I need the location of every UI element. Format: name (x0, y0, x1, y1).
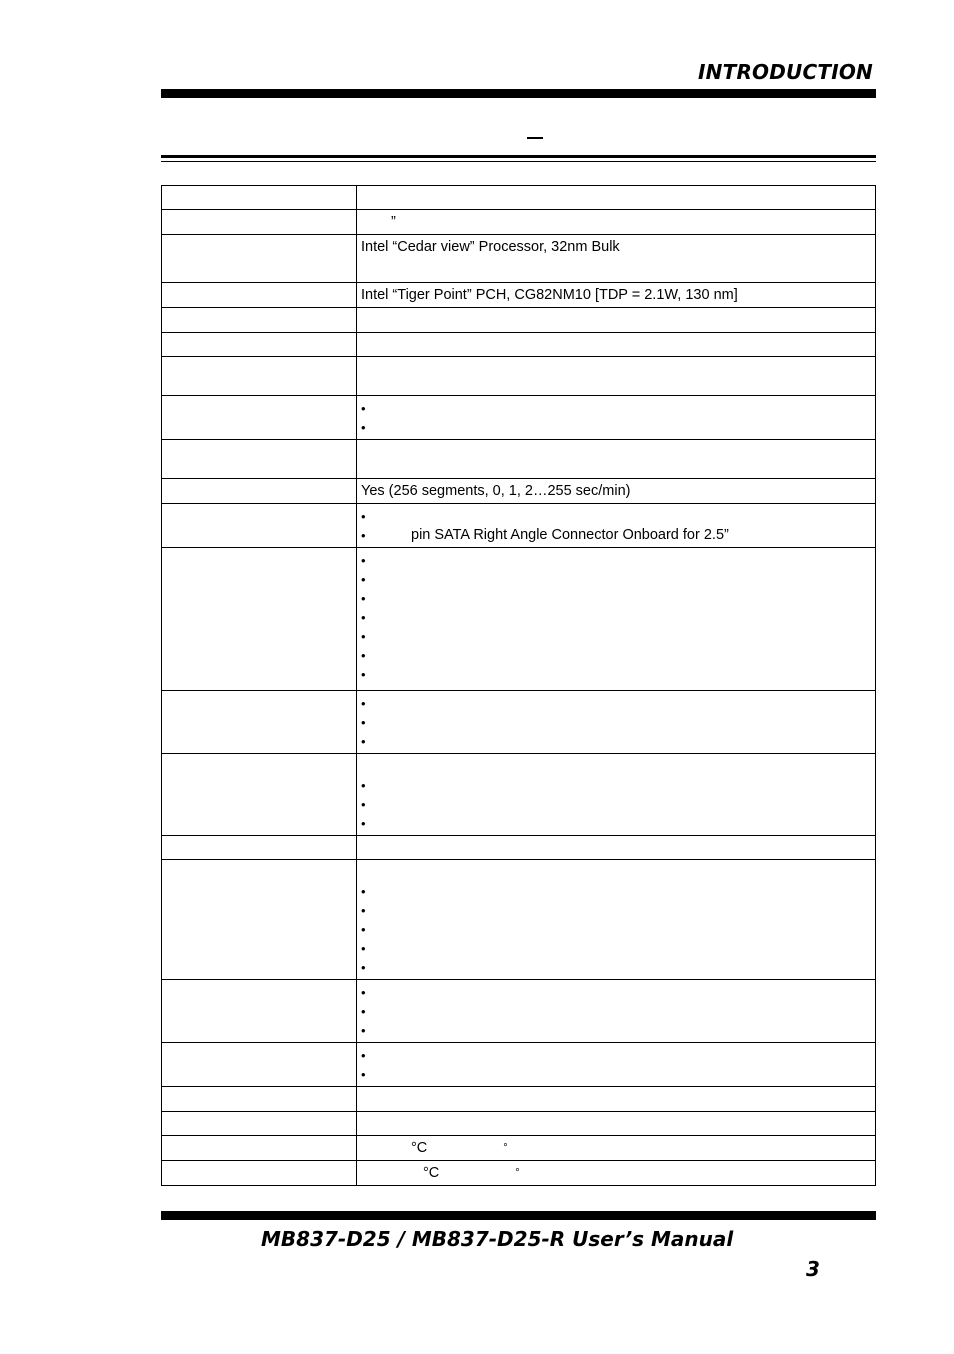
spec-bullet-item (361, 882, 871, 901)
spec-bullet-item (361, 958, 871, 977)
page-number: 3 (806, 1257, 820, 1281)
spec-bullet-item (361, 983, 871, 1002)
spec-value-cell (357, 1161, 876, 1186)
spec-label-cell (162, 836, 357, 860)
spec-value-cell (357, 691, 876, 754)
spec-value-text: ” (391, 214, 396, 230)
spec-row (162, 308, 876, 333)
spec-value-cell (357, 860, 876, 980)
spec-row (162, 1043, 876, 1087)
spec-value-text: Intel “Tiger Point” PCH, CG82NM10 [TDP = 2.1W, 130 nm] (361, 287, 738, 303)
spec-label-cell (162, 860, 357, 980)
page-header-title: INTRODUCTION (698, 60, 873, 84)
spec-bullet-item (361, 526, 871, 545)
spec-value-cell (357, 440, 876, 479)
spec-value-cell (357, 333, 876, 357)
spec-bullet-item (361, 1065, 871, 1084)
spec-value-cell (357, 1112, 876, 1136)
spec-bullet-item (361, 418, 871, 437)
spec-value-cell (357, 754, 876, 836)
spec-label-cell (162, 308, 357, 333)
spec-value-text: Yes (256 segments, 0, 1, 2…255 sec/min) (361, 483, 631, 499)
spec-value-cell (357, 308, 876, 333)
spec-value-cell (357, 235, 876, 283)
spec-bullet-item (361, 920, 871, 939)
spec-label-cell (162, 283, 357, 308)
spec-bullet-item (361, 732, 871, 751)
spec-row (162, 479, 876, 504)
spec-label-cell (162, 754, 357, 836)
spec-label-cell (162, 186, 357, 210)
degree-mark: ° (503, 1142, 508, 1154)
spec-bullet-item (361, 776, 871, 795)
degree-mark: ° (515, 1167, 520, 1179)
spec-bullet-item (361, 608, 871, 627)
spec-row (162, 357, 876, 396)
spec-value-cell (357, 836, 876, 860)
spec-bullet-item (361, 814, 871, 833)
spec-bullet-item (361, 1021, 871, 1040)
spec-value-cell (357, 1136, 876, 1161)
spec-value-cell (357, 980, 876, 1043)
spec-bullet-item (361, 399, 871, 418)
spec-row (162, 1161, 876, 1186)
spec-bullet-item (361, 627, 871, 646)
spec-row (162, 754, 876, 836)
spec-value-cell (357, 283, 876, 308)
spec-label-cell (162, 235, 357, 283)
header-rule (161, 89, 876, 98)
spec-label-cell (162, 1161, 357, 1186)
section-rule (161, 155, 876, 158)
spec-value-cell (357, 479, 876, 504)
spec-value-cell (357, 357, 876, 396)
spec-value-text: Intel “Cedar view” Processor, 32nm Bulk (361, 239, 620, 255)
spec-label-cell (162, 357, 357, 396)
spec-bullet-item (361, 795, 871, 814)
spec-row (162, 980, 876, 1043)
spec-row (162, 504, 876, 548)
spec-label-cell (162, 333, 357, 357)
spec-row (162, 396, 876, 440)
spec-row (162, 440, 876, 479)
spec-label-cell (162, 504, 357, 548)
spec-label-cell (162, 1136, 357, 1161)
spec-label-cell (162, 1043, 357, 1087)
footer-rule (161, 1211, 876, 1220)
spec-row (162, 548, 876, 691)
spec-label-cell (162, 691, 357, 754)
spec-bullet-item (361, 1002, 871, 1021)
spec-bullet-item (361, 646, 871, 665)
specification-table-body (162, 186, 876, 1186)
spec-bullet-item (361, 507, 871, 526)
spec-label-cell (162, 396, 357, 440)
specification-table (161, 185, 876, 1186)
spec-row (162, 333, 876, 357)
spec-bullet-item (361, 589, 871, 608)
spec-row (162, 1112, 876, 1136)
spec-bullet-item (361, 665, 871, 684)
spec-label-cell (162, 1112, 357, 1136)
spec-label-cell (162, 440, 357, 479)
spec-value-cell (357, 396, 876, 440)
spec-label-cell (162, 210, 357, 235)
spec-bullet-item (361, 901, 871, 920)
spec-bullet-item (361, 939, 871, 958)
temperature-unit: °C (411, 1140, 428, 1156)
footer-manual-title: MB837-D25 / MB837-D25-R User’s Manual (261, 1227, 734, 1251)
spec-label-cell (162, 980, 357, 1043)
spec-row (162, 186, 876, 210)
spec-row (162, 235, 876, 283)
spec-row (162, 691, 876, 754)
spec-row (162, 1136, 876, 1161)
spec-bullet-item (361, 1046, 871, 1065)
spec-row (162, 210, 876, 235)
spec-value-cell (357, 1043, 876, 1087)
spec-value-cell (357, 210, 876, 235)
spec-bullet-text: • pin SATA Right Angle Connector Onboard for 2.5” (411, 527, 729, 543)
spec-bullet-item (361, 694, 871, 713)
spec-row (162, 283, 876, 308)
spec-value-cell (357, 1087, 876, 1112)
spec-bullet-item (361, 570, 871, 589)
spec-row (162, 860, 876, 980)
spec-value-cell (357, 504, 876, 548)
spec-row (162, 836, 876, 860)
temperature-unit: °C (423, 1165, 440, 1181)
section-title-dash (527, 137, 543, 139)
spec-label-cell (162, 548, 357, 691)
spec-label-cell (162, 479, 357, 504)
spec-label-cell (162, 1087, 357, 1112)
spec-bullet-item (361, 713, 871, 732)
spec-value-cell (357, 186, 876, 210)
spec-value-cell (357, 548, 876, 691)
spec-row (162, 1087, 876, 1112)
spec-bullet-item (361, 551, 871, 570)
